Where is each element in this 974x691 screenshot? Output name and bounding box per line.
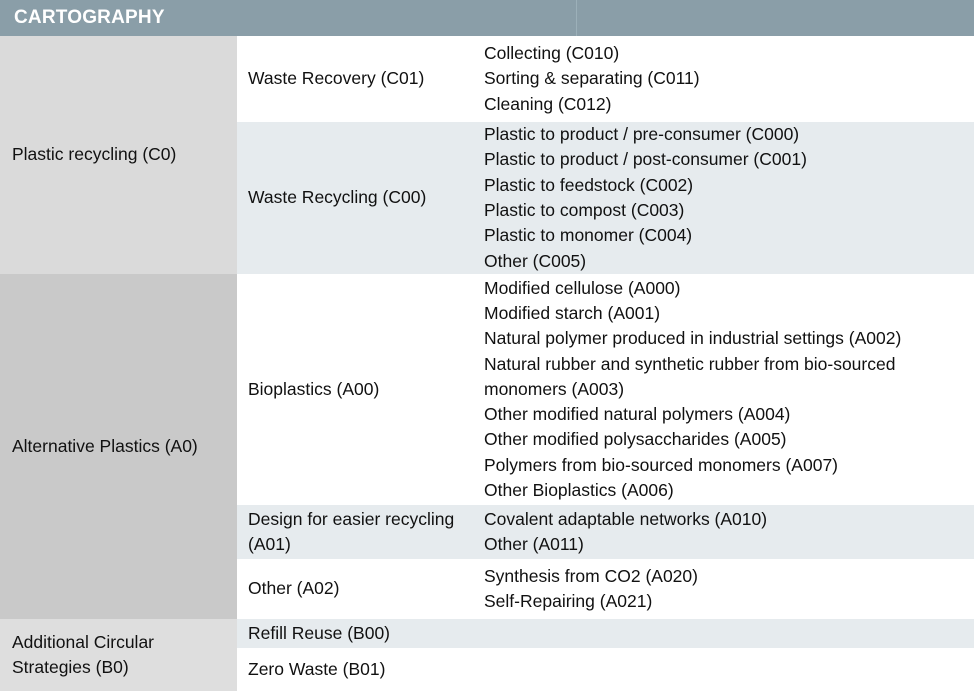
list-item: Modified cellulose (A000) <box>484 277 681 298</box>
subcategory-cell-waste-recycling <box>237 122 473 274</box>
header-divider <box>576 0 577 36</box>
subcategory-label: Zero Waste (B01) <box>248 658 386 679</box>
items-cell-zero-waste <box>473 648 974 691</box>
group-label: Plastic recycling (C0) <box>12 144 177 165</box>
list-item: Other modified polysaccharides (A005) <box>484 429 787 450</box>
list-item: Self-Repairing (A021) <box>484 591 653 611</box>
subcategory-label: Waste Recovery (C01) <box>248 68 425 89</box>
group-label: Alternative Plastics (A0) <box>12 435 198 456</box>
subcategory-cell-bioplastics <box>237 274 473 505</box>
subcategory-cell-refill-reuse <box>237 619 473 648</box>
group-label: Additional Circular Strategies (B0) <box>12 631 155 677</box>
subcategory-label: Design for easier recycling (A01) <box>248 508 455 554</box>
items-cell-other-a02 <box>473 559 974 619</box>
list-item: Other modified natural polymers (A004) <box>484 404 791 425</box>
list-item: Synthesis from CO2 (A020) <box>484 565 698 586</box>
list-item: Other (C005) <box>484 250 587 271</box>
subcategory-label: Other (A02) <box>248 578 340 599</box>
list-item: Plastic to product / pre-consumer (C000) <box>484 124 800 145</box>
list-item: Natural polymer produced in industrial settings (A002) <box>484 328 902 349</box>
list-item: Plastic to compost (C003) <box>484 200 685 220</box>
items-cell-waste-recycling <box>473 122 974 274</box>
subcategory-label: Refill Reuse (B00) <box>248 622 390 643</box>
table-header <box>0 0 974 36</box>
list-item: Modified starch (A001) <box>484 302 661 323</box>
list-item: Natural rubber and synthetic rubber from bio-sourced monomers (A003) <box>484 353 896 399</box>
list-item: Cleaning (C012) <box>484 93 612 114</box>
items-cell-waste-recovery <box>473 36 974 122</box>
list-item: Plastic to product / post-consumer (C001) <box>484 149 807 170</box>
list-item: Other (A011) <box>484 534 584 554</box>
list-item: Plastic to feedstock (C002) <box>484 174 694 195</box>
group-cell-additional-strategies <box>0 619 237 691</box>
header-title: CARTOGRAPHY <box>14 7 165 28</box>
group-cell-alternative-plastics <box>0 274 237 619</box>
items-cell-design-recycling <box>473 505 974 559</box>
list-item: Sorting & separating (C011) <box>484 68 700 89</box>
items-cell-bioplastics <box>473 274 974 505</box>
list-item: Collecting (C010) <box>484 43 620 64</box>
list-item: Polymers from bio-sourced monomers (A007) <box>484 454 839 475</box>
subcategory-cell-design-recycling <box>237 505 473 559</box>
list-item: Covalent adaptable networks (A010) <box>484 508 768 529</box>
subcategory-cell-waste-recovery <box>237 36 473 122</box>
list-item: Other Bioplastics (A006) <box>484 480 674 501</box>
subcategory-cell-other-a02 <box>237 559 473 619</box>
subcategory-label: Bioplastics (A00) <box>248 378 380 399</box>
subcategory-cell-zero-waste <box>237 648 473 691</box>
list-item: Plastic to monomer (C004) <box>484 225 693 246</box>
group-cell-plastic-recycling <box>0 36 237 274</box>
subcategory-label: Waste Recycling (C00) <box>248 187 427 208</box>
items-cell-refill-reuse <box>473 619 974 648</box>
